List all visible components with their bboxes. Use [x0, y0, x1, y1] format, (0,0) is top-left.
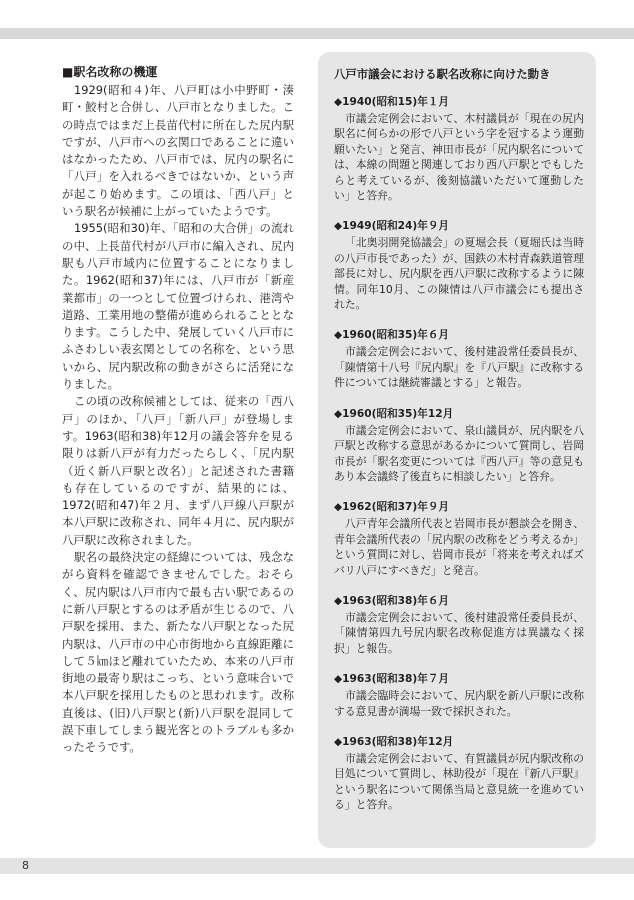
entry-date: ◆1963(昭和38)年12月 [334, 735, 454, 748]
entry-text: 市議会定例会において、木村議員が「現在の尻内駅名に何らかの形で八戸という字を冠するよう運動願いたい」と発言、神田市長が「尻内駅名については、本線の問題と関連しており西八戸駅とでもしたらと考えているが、後刻協議いただいて運動したい」と答弁。 [334, 112, 584, 203]
page-number: 8 [22, 859, 29, 872]
timeline-list [334, 94, 584, 828]
timeline-entry [334, 94, 584, 203]
entry-date: ◆1962(昭和37)年９月 [334, 501, 450, 514]
timeline-entry [334, 406, 584, 485]
entry-date: ◆1960(昭和35)年６月 [334, 329, 450, 342]
sidebar-heading: 八戸市議会における駅名改称に向けた動き [334, 67, 551, 81]
article-paragraph: 1929(昭和４)年、八戸町は小中野町・湊町・鮫村と合併し、八戸市となりました。この時点ではまだ上長苗代村に所在した尻内駅ですが、八戸市への玄関口であることに違いはなかったため、八戸市では、尻内の駅名に「八戸」を入れるべきではないか、という声が起こり始めます。この頃は、「西八戸」という駅名が候補に上がっていたようです。 [62, 83, 294, 219]
entry-date: ◆1940(昭和15)年１月 [334, 96, 450, 108]
entry-text: 市議会定例会において、後村建設常任委員長が、「陳情第十八号『尻内駅』を『八戸駅』に改称する件については継続審議とする」と報告。 [334, 345, 584, 390]
article-paragraph: 駅名の最終決定の経緯については、残念ながら資料を確認できませんでした。おそらく、尻内駅は八戸市内で最も古い駅であるのに新八戸駅とするのは矛盾が生じるので、八戸駅を採用、また、新たな八戸駅となった尻内駅は、八戸市の中心市街地から直線距離にして５㎞ほど離れていたため、本来の八戸市街地の最寄り駅はこっち、という意味合いで本八戸駅を採用したものと思われます。改称直後は、(旧)八戸駅と(新)八戸駅を混同して誤下車してしまう観光客とのトラブルも多かったそうです。 [62, 550, 294, 755]
article-paragraph: この頃の改称候補としては、従来の「西八戸」のほか、「八戸」「新八戸」が登場します。1963(昭和38)年12月の議会答弁を見る限りは新八戸が有力だったらしく、「尻内駅（近く新八戸駅と改名）」と記述された書籍も存在しているのですが、結果的には、1972(昭和47)年２月、まず八戸線八戸駅が本八戸駅に改称され、同年４月に、尻内駅が八戸駅に改称されました。 [62, 394, 294, 547]
timeline-entry [334, 218, 584, 312]
timeline-entry [334, 593, 584, 656]
entry-text: 「北奥羽開発協議会」の夏堀会長（夏堀氏は当時の八戸市長であった）が、国鉄の木村青森鉄道管理部長に対し、尻内駅を西八戸駅に改称するように陳情。同年10月、この陳情は八戸市議会にも提出された。 [334, 236, 584, 312]
entry-text: 市議会臨時会において、尻内駅を新八戸駅に改称する意見書が満場一致で採択された。 [334, 689, 584, 718]
entry-text: 市議会定例会において、泉山議員が、尻内駅を八戸駅と改称する意思があるかについて質問し、岩岡市長が「駅名変更については『西八戸』等の意見もあり本会議終了後直ちに相談したい」と答弁。 [334, 423, 584, 483]
top-decorative-band [0, 28, 634, 39]
article-main-column [62, 64, 294, 757]
section-heading: ■駅名改称の機運 [62, 65, 158, 79]
entry-text: 市議会定例会において、有賀議員が尻内駅改称の目処について質問し、林助役が「現在『新八戸駅』という駅名について関係当局と意見統一を進めている」と答弁。 [334, 751, 584, 812]
entry-text: 八戸青年会議所代表と岩岡市長が懇談会を開き、青年会議所代表の「尻内駅の改称をどう考えるか」という質問に対し、岩岡市長が「将来を考えればズバリ八戸にすべきだ」と発言。 [334, 517, 584, 577]
entry-date: ◆1963(昭和38)年６月 [334, 594, 450, 607]
timeline-entry [334, 499, 584, 578]
entry-date: ◆1960(昭和35)年12月 [334, 407, 454, 420]
article-paragraph: 1955(昭和30)年、「昭和の大合併」の流れの中、上長苗代村が八戸市に編入され、尻内駅も八戸市域内に位置することになりました。1962(昭和37)年には、八戸市が「新産業都市」の一つとして位置づけられ、港湾や道路、工業用地の整備が進められることとなります。こうした中、発展していく八戸市にふさわしい表玄関としての名称を、という思いから、尻内駅改称の動きがさらに活発になりました。 [62, 221, 294, 392]
entry-text: 市議会定例会において、後村建設常任委員長が、「陳情第四九号尻内駅名改称促進方は異議なく採択」と報告。 [334, 610, 584, 655]
footer-band [0, 858, 634, 874]
timeline-entry [334, 671, 584, 719]
timeline-sidebar [318, 52, 596, 848]
timeline-entry [334, 734, 584, 813]
entry-date: ◆1949(昭和24)年９月 [334, 220, 450, 233]
entry-date: ◆1963(昭和38)年７月 [334, 673, 450, 686]
timeline-entry [334, 327, 584, 390]
